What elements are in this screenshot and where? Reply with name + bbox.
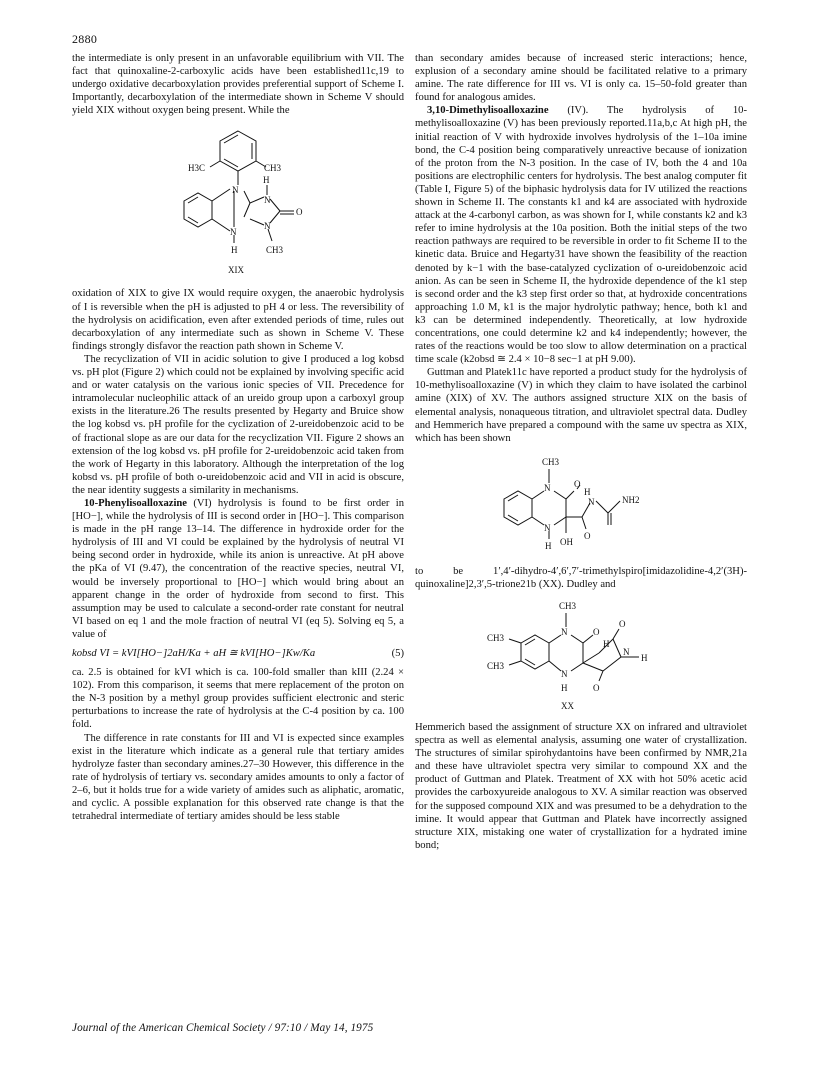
- atom-label: H: [231, 245, 238, 256]
- structure-xix-figure: [158, 123, 318, 283]
- atom-label: O: [593, 683, 600, 693]
- paragraph: than secondary amides because of increased steric interactions; hence, explusion of a secondary amine should be facilitated relative to a primary amine. The rate difference for III vs. VI is only ca. 15–50-fold greater than found for analogous amides.: [415, 53, 747, 104]
- atom-label: CH3: [487, 633, 505, 643]
- paragraph: Guttman and Platek11c have reported a product study for the hydrolysis of 10-methylisoalloxazine (V) in which they claim to have isolated the carbinol amine (XIX) of XV. The authors assigned structure XIX on the basis of elemental analysis, nonaqueous titration, and ultraviolet spectral data. Dudley and Hemmerich have prepared a compound with the same uv spectra as XIX, which has been shown: [415, 367, 747, 444]
- paragraph: the intermediate is only present in an unfavorable equilibrium with VII. The fact that quinoxaline-2-carboxylic acids have been established11c,19 to undergo oxidative decarboxylation provides preferential support of Scheme I. Importantly, decarboxylation of the intermediate shown in Scheme V should yield XIX without oxygen being present. While the: [72, 53, 404, 117]
- atom-label: H: [263, 175, 270, 186]
- atom-label: NH2: [622, 494, 640, 505]
- atom-label: H: [561, 683, 568, 693]
- paragraph: oxidation of XIX to give IX would require oxygen, the anaerobic hydrolysis of I is reversible when the pH is adjusted to pH 4 or less. The reversibility of the hydrolysis on acidification, even after extended periods of time, rules out decarboxylation of any intermediate such as shown in Scheme V. These findings strongly disfavor the reaction path shown in Scheme V.: [72, 288, 404, 352]
- paragraph: The difference in rate constants for III and VI is expected since examples exist in the literature which indicate as a general rule that tertiary amides hydrolyze faster than secondary amines.27–30 However, this difference in the rate of hydrolysis of tertiary vs. secondary amides amounts to only a factor of 2–6, but it holds true for a wide variety of amides such as aliphatic, aromatic, and cyclic. A possible explanation for this observed rate change is that the tetrahedral intermediate of tertiary amides should be less stable: [72, 732, 404, 823]
- atom-label: CH3: [542, 456, 560, 467]
- atom-label: CH3: [559, 601, 577, 611]
- section-heading: 3,10-Dimethylisoalloxazine: [427, 105, 549, 117]
- atom-label: N: [561, 669, 568, 679]
- atom-label: N: [544, 482, 551, 493]
- paragraph: [415, 104, 747, 366]
- atom-label: N: [544, 522, 551, 533]
- atom-label: N: [230, 227, 237, 238]
- left-column: [72, 52, 404, 823]
- atom-label: H: [603, 639, 610, 649]
- paragraph-text: (IV). The hydrolysis of 10-methylisoalloxazine (V) has been previously reported.11a,b,c At high pH, the initial reaction of V with hydroxide involves hydrolysis of the 1–10a imine bond, the C-4 position being comparatively unreactive because of ionization of the proton from the N-3 position. In the case of IV, both the 4 and 10a positions are electrophilic centers for hydrolysis. The best analog computer fit (Table I, Figure 5) of the biphasic hydrolysis data for IV utilized the reactions shown in Scheme II. The constants k1 and k4 are associated with hydroxide attack at the 4-carbonyl carbon, as was shown for I, while constants k2 and k3 refer to imine hydrolysis at the 10a position. Both the initial steps of the two reaction pathways are required to be reversible in order to fit Scheme II to the kinetic data. Bruice and Hegarty31 have shown the feasibility of the reaction denoted by k−1 with the base-catalyzed cyclization of o-ureidobenzoic acid anion. As can be seen in Scheme II, the hydroxide dependence of the k1 step is second order and the k3 step first order so that, at hydroxide concentrations approaching 1.0 M, k1 is the major hydrolytic pathway; hence, both k1 and k3 can be determined independently. Theoretically, at low hydroxide concentrations, one could determine k2 and k4 independently; however, the rates of the reactions would be too slow to allow determination on a practical time scale (k2obsd ≅ 2.4 × 10−8 sec−1 at pH 9.00).: [415, 105, 747, 366]
- equation-text: kobsd VI = kVI[HO−]2aH/Ka + aH ≅ kVI[HO−]Kw/Ka: [72, 648, 316, 659]
- paragraph: The recyclization of VII in acidic solution to give I produced a log kobsd vs. pH plot (Figure 2) which could not be explained by involving specific acid and or water catalysis on the various ionic species of VII. Precedence for intramolecular nucleophilic attack of an ureido group upon a carboxyl group exists in the literature.26 The results presented by Hegarty and Bruice show the log kobsd vs. pH profile for the cyclization of 2-ureidobenzoic acid to be of fractional slope as are our data for the recyclization VII. Figure 2 shows an extension of the log kobsd vs. pH profile for 2-ureidobenzoic acid taken from the work of Hegarty in this laboratory. Although the interpretation of the log kobsd vs. pH profile of both o-ureidobenzoic acid and VII in acid is obscure, the near identity suggests a similarity in mechanisms.: [72, 353, 404, 496]
- atom-label: H: [584, 486, 591, 497]
- atom-label: O: [584, 530, 591, 541]
- equation-5: [72, 647, 404, 660]
- atom-label: H: [641, 653, 648, 663]
- atom-label: N: [588, 496, 595, 507]
- equation-number: (5): [391, 648, 404, 659]
- section-heading: 10-Phenylisoalloxazine: [84, 497, 187, 509]
- atom-label: N: [232, 185, 239, 196]
- compound-label: XIX: [228, 265, 244, 276]
- structure-xx-figure: [481, 597, 681, 717]
- atom-label: O: [296, 207, 303, 218]
- atom-label: CH3: [487, 661, 505, 671]
- atom-label: O: [619, 619, 626, 629]
- structure-carbinolamine-figure: [486, 451, 676, 561]
- atom-label: H3C: [188, 163, 206, 174]
- right-column: [415, 52, 747, 852]
- atom-label: N: [623, 647, 630, 657]
- atom-label: O: [574, 478, 581, 489]
- journal-footer: Journal of the American Chemical Society / 97:10 / May 14, 1975: [72, 1022, 374, 1034]
- atom-label: N: [264, 221, 271, 232]
- paragraph: ca. 2.5 is obtained for kVI which is ca. 100-fold smaller than kIII (2.24 × 102). From this comparison, it seems that mere replacement of the proton on the N-3 position by a methyl group provides sufficient electronic and steric perturbations to increase the rate of hydrolysis at the C-4 position by ca. 100 fold.: [72, 667, 404, 731]
- atom-label: CH3: [266, 245, 284, 256]
- atom-label: CH3: [264, 163, 282, 174]
- paragraph-text: (VI) hydrolysis is found to be first order in [HO−], while the hydrolysis of III is second order in [HO−]. This comparison is made in the pH range 13–14. The difference in hydroxide order for the hydrolysis of III and VI could be explained by the hydrolysis of neutral VI being second order in hydroxide, while its anion is unreactive. At pH above the pKa of VI (9.47), the concentration of the reactive species, neutral VI, would be inversely proportional to [HO−] which would bring about an apparent change in the order of hydroxide from second to first. This assumption may be used to calculate a second-order rate constant for neutral VI based on eq 1 and the mole fraction of neutral VI (eq 5). Solving eq 5, a value of: [72, 497, 404, 640]
- atom-label: N: [264, 195, 271, 206]
- paragraph: to be 1′,4′-dihydro-4′,6′,7′-trimethylspiro[imidazolidine-4,2′(3H)-quinoxaline]2,3′,5-trione21b (XX). Dudley and: [415, 565, 747, 590]
- atom-label: O: [593, 627, 600, 637]
- paragraph: [72, 497, 404, 641]
- compound-label: XX: [561, 701, 574, 711]
- atom-label: H: [545, 540, 552, 551]
- paragraph: Hemmerich based the assignment of structure XX on infrared and ultraviolet spectra as well as elemental analysis, assuming one water of crystallization. The structures of similar spirohydantoins have been confirmed by NMR,21a and these have ultraviolet spectra very similar to compound XX and the product of Guttman and Platek. Treatment of XX with hot 50% acetic acid provides the carboxyureide analogous to XV. A similar reaction was observed for the supposed compound XIX and was presumed to be a dehydration to the imine. It would appear that Guttman and Platek have incorrectly assigned structure XIX, mistaking one water of crystallization for a hydrated imine bond;: [415, 722, 747, 851]
- atom-label: OH: [560, 536, 573, 547]
- atom-label: N: [561, 627, 568, 637]
- page-number: 2880: [72, 32, 98, 46]
